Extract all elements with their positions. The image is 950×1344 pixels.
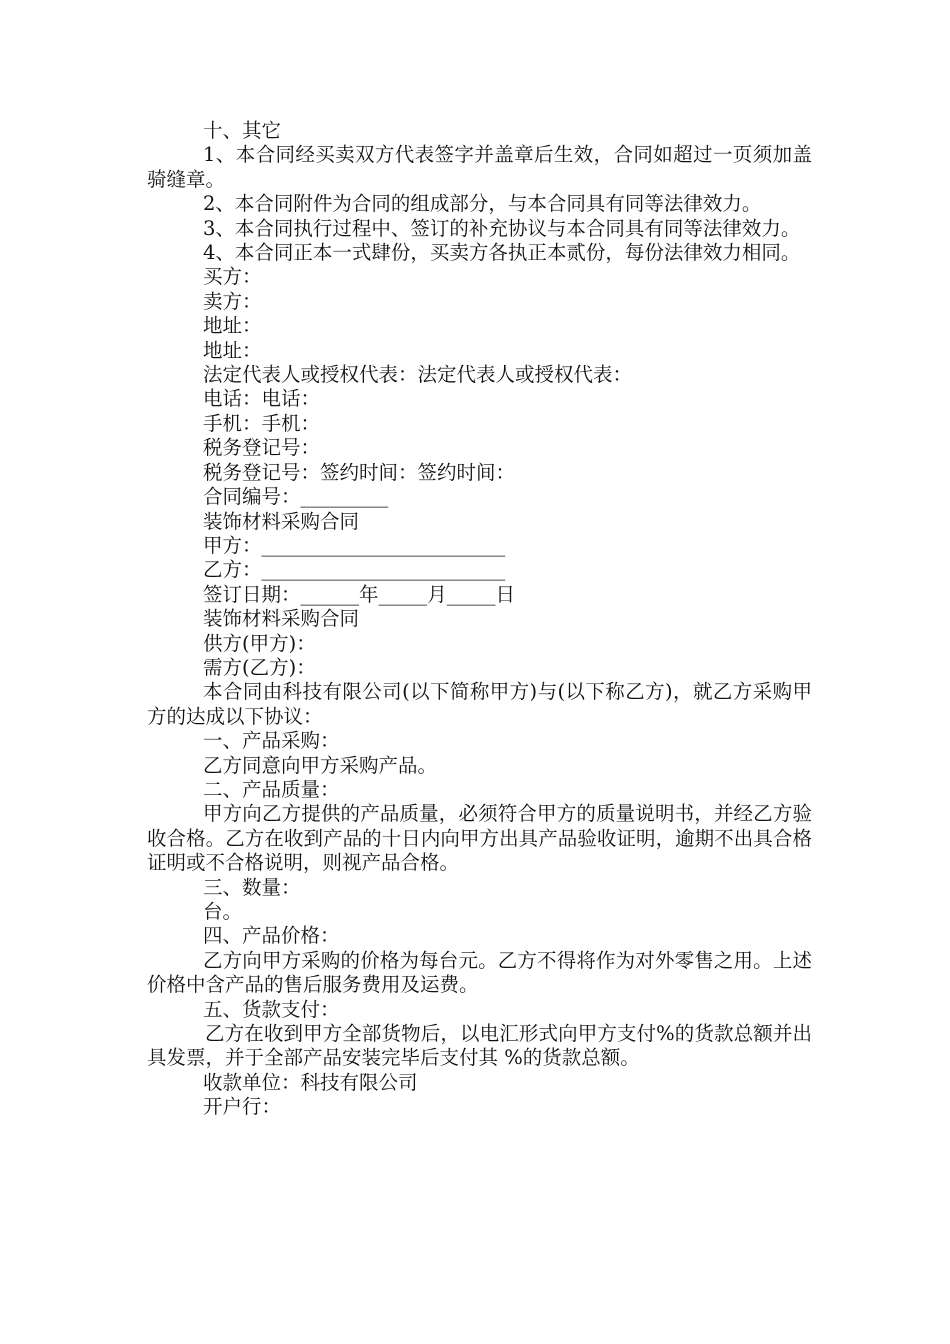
document-page [147, 119, 812, 1120]
preamble-paragraph: 本合同由科技有限公司(以下简称甲方)与(以下称乙方)，就乙方采购甲方的达成以下协议： [147, 680, 812, 728]
legal-rep-label: 法定代表人或授权代表：法定代表人或授权代表： [203, 363, 633, 387]
section-heading: 三、数量： [203, 875, 301, 899]
party-b-field: 乙方：_________________________ [203, 558, 506, 582]
tax-id-label: 税务登记号： [203, 436, 321, 460]
clause-4: 4、本合同正本一式肆份，买卖方各执正本贰份，每份法律效力相同。 [203, 241, 801, 265]
section-heading: 五、货款支付： [203, 997, 340, 1021]
paragraph: 乙方向甲方采购的价格为每台元。乙方不得将作为对外零售之用。上述价格中含产品的售后服务费用及运费。 [147, 948, 812, 997]
section-heading: 二、产品质量： [203, 777, 340, 801]
sign-date-field: 签订日期：______年_____月_____日 [203, 582, 516, 606]
party-a-field: 甲方：_________________________ [203, 533, 506, 557]
address-label: 地址： [203, 314, 262, 338]
section-heading: 十、其它 [203, 119, 282, 142]
phone-label: 电话：电话： [203, 387, 321, 411]
clause-3: 3、本合同执行过程中、签订的补充协议与本合同具有同等法律效力。 [203, 216, 801, 240]
payee-label: 收款单位：科技有限公司 [203, 1070, 418, 1094]
bank-label: 开户行： [203, 1095, 282, 1119]
buyer-party-label: 需方(乙方)： [203, 655, 316, 679]
contract-title: 装饰材料采购合同 [203, 509, 360, 533]
seller-label: 卖方： [203, 289, 262, 313]
paragraph: 乙方在收到甲方全部货物后，以电汇形式向甲方支付%的货款总额并出具发票，并于全部产品安装完毕后支付其 %的货款总额。 [147, 1022, 812, 1070]
paragraph: 甲方向乙方提供的产品质量，必须符合甲方的质量说明书，并经乙方验收合格。乙方在收到产品的十日内向甲方出具产品验收证明，逾期不出具合格证明或不合格说明，则视产品合格。 [147, 802, 812, 875]
contract-number-field: 合同编号：_________ [203, 485, 389, 509]
mobile-label: 手机：手机： [203, 411, 321, 435]
section-heading: 一、产品采购： [203, 729, 340, 753]
clause-2: 2、本合同附件为合同的组成部分，与本合同具有同等法律效力。 [203, 192, 762, 216]
contract-title: 装饰材料采购合同 [203, 607, 360, 631]
section-heading: 四、产品价格： [203, 924, 340, 948]
tax-sign-time-label: 税务登记号：签约时间：签约时间： [203, 460, 516, 484]
supplier-label: 供方(甲方)： [203, 631, 316, 655]
paragraph: 台。 [203, 900, 243, 923]
buyer-label: 买方： [203, 265, 262, 289]
address-label: 地址： [203, 338, 262, 362]
clause-1: 1、本合同经买卖双方代表签字并盖章后生效，合同如超过一页须加盖骑缝章。 [147, 143, 812, 191]
paragraph: 乙方同意向甲方采购产品。 [203, 753, 438, 777]
